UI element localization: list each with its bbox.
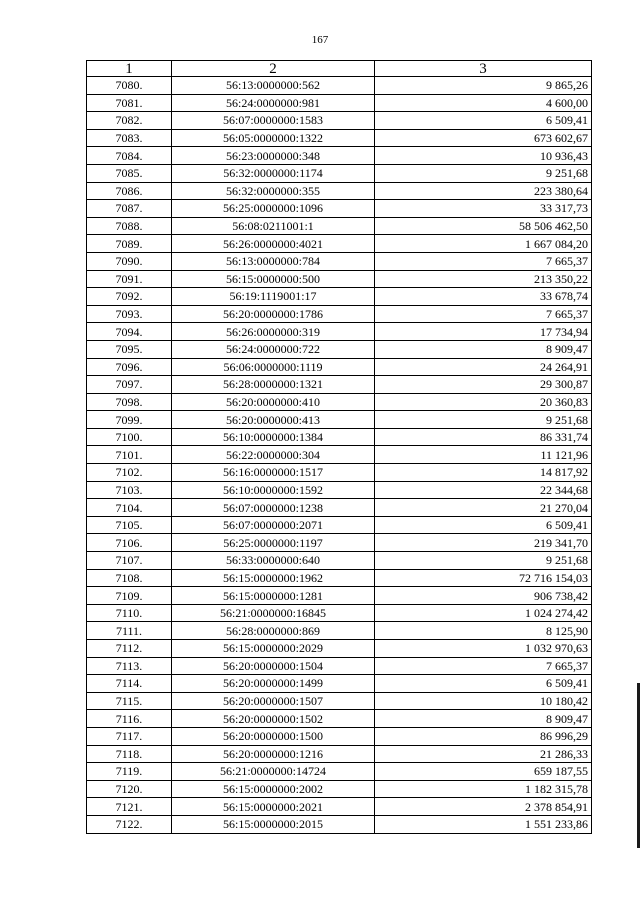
table-row bbox=[87, 94, 592, 112]
value-cell: 1 032 970,63 bbox=[375, 640, 592, 658]
row-number-cell: 7095. bbox=[87, 340, 172, 358]
value-cell: 22 344,68 bbox=[375, 481, 592, 499]
value-cell: 906 738,42 bbox=[375, 587, 592, 605]
value-cell: 223 380,64 bbox=[375, 182, 592, 200]
table-row bbox=[87, 129, 592, 147]
cadastral-number-cell: 56:05:0000000:1322 bbox=[172, 129, 375, 147]
cadastral-number-cell: 56:15:0000000:1962 bbox=[172, 569, 375, 587]
cadastral-number-cell: 56:13:0000000:784 bbox=[172, 252, 375, 270]
row-number-cell: 7090. bbox=[87, 252, 172, 270]
value-cell: 10 936,43 bbox=[375, 147, 592, 165]
row-number-cell: 7081. bbox=[87, 94, 172, 112]
cadastral-number-cell: 56:32:0000000:1174 bbox=[172, 164, 375, 182]
value-cell: 21 270,04 bbox=[375, 499, 592, 517]
row-number-cell: 7120. bbox=[87, 780, 172, 798]
value-cell: 1 024 274,42 bbox=[375, 604, 592, 622]
value-cell: 9 251,68 bbox=[375, 164, 592, 182]
row-number-cell: 7122. bbox=[87, 815, 172, 833]
row-number-cell: 7082. bbox=[87, 112, 172, 130]
row-number-cell: 7099. bbox=[87, 411, 172, 429]
cadastral-number-cell: 56:16:0000000:1517 bbox=[172, 464, 375, 482]
table-row bbox=[87, 552, 592, 570]
value-cell: 8 909,47 bbox=[375, 710, 592, 728]
cadastral-number-cell: 56:13:0000000:562 bbox=[172, 77, 375, 95]
table-row bbox=[87, 428, 592, 446]
value-cell: 8 909,47 bbox=[375, 340, 592, 358]
row-number-cell: 7121. bbox=[87, 798, 172, 816]
table-row bbox=[87, 200, 592, 218]
cadastral-number-cell: 56:20:0000000:1507 bbox=[172, 692, 375, 710]
cadastral-number-cell: 56:15:0000000:2021 bbox=[172, 798, 375, 816]
row-number-cell: 7108. bbox=[87, 569, 172, 587]
table-row bbox=[87, 780, 592, 798]
row-number-cell: 7119. bbox=[87, 763, 172, 781]
table-row bbox=[87, 147, 592, 165]
row-number-cell: 7102. bbox=[87, 464, 172, 482]
row-number-cell: 7104. bbox=[87, 499, 172, 517]
value-cell: 213 350,22 bbox=[375, 270, 592, 288]
row-number-cell: 7098. bbox=[87, 393, 172, 411]
cadastral-number-cell: 56:23:0000000:348 bbox=[172, 147, 375, 165]
row-number-cell: 7105. bbox=[87, 516, 172, 534]
table-row bbox=[87, 376, 592, 394]
cadastral-number-cell: 56:15:0000000:2002 bbox=[172, 780, 375, 798]
row-number-cell: 7087. bbox=[87, 200, 172, 218]
register-table bbox=[86, 60, 592, 834]
value-cell: 8 125,90 bbox=[375, 622, 592, 640]
row-number-cell: 7106. bbox=[87, 534, 172, 552]
cadastral-number-cell: 56:20:0000000:413 bbox=[172, 411, 375, 429]
cadastral-number-cell: 56:21:0000000:14724 bbox=[172, 763, 375, 781]
value-cell: 11 121,96 bbox=[375, 446, 592, 464]
value-cell: 14 817,92 bbox=[375, 464, 592, 482]
cadastral-number-cell: 56:25:0000000:1197 bbox=[172, 534, 375, 552]
table-row bbox=[87, 516, 592, 534]
row-number-cell: 7103. bbox=[87, 481, 172, 499]
row-number-cell: 7097. bbox=[87, 376, 172, 394]
cadastral-number-cell: 56:15:0000000:2029 bbox=[172, 640, 375, 658]
value-cell: 33 317,73 bbox=[375, 200, 592, 218]
cadastral-number-cell: 56:28:0000000:869 bbox=[172, 622, 375, 640]
table-row bbox=[87, 270, 592, 288]
row-number-cell: 7118. bbox=[87, 745, 172, 763]
cadastral-number-cell: 56:20:0000000:1499 bbox=[172, 675, 375, 693]
column-header-3: 3 bbox=[375, 61, 592, 77]
row-number-cell: 7096. bbox=[87, 358, 172, 376]
row-number-cell: 7116. bbox=[87, 710, 172, 728]
value-cell: 6 509,41 bbox=[375, 516, 592, 534]
row-number-cell: 7091. bbox=[87, 270, 172, 288]
value-cell: 72 716 154,03 bbox=[375, 569, 592, 587]
table-row bbox=[87, 763, 592, 781]
table-row bbox=[87, 393, 592, 411]
row-number-cell: 7107. bbox=[87, 552, 172, 570]
table-row bbox=[87, 640, 592, 658]
cadastral-number-cell: 56:15:0000000:1281 bbox=[172, 587, 375, 605]
value-cell: 4 600,00 bbox=[375, 94, 592, 112]
table-row bbox=[87, 323, 592, 341]
row-number-cell: 7088. bbox=[87, 217, 172, 235]
table-row bbox=[87, 182, 592, 200]
value-cell: 1 551 233,86 bbox=[375, 815, 592, 833]
row-number-cell: 7094. bbox=[87, 323, 172, 341]
cadastral-number-cell: 56:26:0000000:319 bbox=[172, 323, 375, 341]
row-number-cell: 7084. bbox=[87, 147, 172, 165]
row-number-cell: 7089. bbox=[87, 235, 172, 253]
table-row bbox=[87, 798, 592, 816]
row-number-cell: 7111. bbox=[87, 622, 172, 640]
cadastral-number-cell: 56:15:0000000:500 bbox=[172, 270, 375, 288]
value-cell: 29 300,87 bbox=[375, 376, 592, 394]
value-cell: 9 865,26 bbox=[375, 77, 592, 95]
cadastral-number-cell: 56:20:0000000:1500 bbox=[172, 727, 375, 745]
column-header-2: 2 bbox=[172, 61, 375, 77]
table-row bbox=[87, 675, 592, 693]
cadastral-number-cell: 56:24:0000000:981 bbox=[172, 94, 375, 112]
row-number-cell: 7110. bbox=[87, 604, 172, 622]
table-body bbox=[87, 77, 592, 834]
cadastral-number-cell: 56:19:1119001:17 bbox=[172, 288, 375, 306]
table-header bbox=[87, 61, 592, 77]
row-number-cell: 7101. bbox=[87, 446, 172, 464]
cadastral-number-cell: 56:24:0000000:722 bbox=[172, 340, 375, 358]
cadastral-number-cell: 56:21:0000000:16845 bbox=[172, 604, 375, 622]
table-row bbox=[87, 815, 592, 833]
value-cell: 673 602,67 bbox=[375, 129, 592, 147]
value-cell: 6 509,41 bbox=[375, 675, 592, 693]
table-row bbox=[87, 252, 592, 270]
table-row bbox=[87, 77, 592, 95]
table-row bbox=[87, 587, 592, 605]
table-row bbox=[87, 164, 592, 182]
column-header-1: 1 bbox=[87, 61, 172, 77]
cadastral-number-cell: 56:10:0000000:1384 bbox=[172, 428, 375, 446]
table-row bbox=[87, 727, 592, 745]
cadastral-number-cell: 56:32:0000000:355 bbox=[172, 182, 375, 200]
value-cell: 9 251,68 bbox=[375, 411, 592, 429]
cadastral-number-cell: 56:08:0211001:1 bbox=[172, 217, 375, 235]
value-cell: 6 509,41 bbox=[375, 112, 592, 130]
table-row bbox=[87, 358, 592, 376]
cadastral-number-cell: 56:06:0000000:1119 bbox=[172, 358, 375, 376]
value-cell: 33 678,74 bbox=[375, 288, 592, 306]
value-cell: 24 264,91 bbox=[375, 358, 592, 376]
table-row bbox=[87, 340, 592, 358]
table-row bbox=[87, 446, 592, 464]
cadastral-number-cell: 56:20:0000000:1786 bbox=[172, 305, 375, 323]
table-row bbox=[87, 499, 592, 517]
cadastral-number-cell: 56:20:0000000:1216 bbox=[172, 745, 375, 763]
value-cell: 21 286,33 bbox=[375, 745, 592, 763]
table-row bbox=[87, 288, 592, 306]
row-number-cell: 7114. bbox=[87, 675, 172, 693]
row-number-cell: 7083. bbox=[87, 129, 172, 147]
table-row bbox=[87, 569, 592, 587]
header-row bbox=[87, 61, 592, 77]
row-number-cell: 7109. bbox=[87, 587, 172, 605]
row-number-cell: 7113. bbox=[87, 657, 172, 675]
value-cell: 219 341,70 bbox=[375, 534, 592, 552]
value-cell: 10 180,42 bbox=[375, 692, 592, 710]
table-row bbox=[87, 305, 592, 323]
cadastral-number-cell: 56:28:0000000:1321 bbox=[172, 376, 375, 394]
row-number-cell: 7086. bbox=[87, 182, 172, 200]
value-cell: 9 251,68 bbox=[375, 552, 592, 570]
table-row bbox=[87, 112, 592, 130]
row-number-cell: 7093. bbox=[87, 305, 172, 323]
row-number-cell: 7117. bbox=[87, 727, 172, 745]
cadastral-number-cell: 56:07:0000000:1583 bbox=[172, 112, 375, 130]
value-cell: 17 734,94 bbox=[375, 323, 592, 341]
table-row bbox=[87, 534, 592, 552]
value-cell: 20 360,83 bbox=[375, 393, 592, 411]
value-cell: 7 665,37 bbox=[375, 657, 592, 675]
table-row bbox=[87, 692, 592, 710]
value-cell: 7 665,37 bbox=[375, 305, 592, 323]
cadastral-number-cell: 56:07:0000000:1238 bbox=[172, 499, 375, 517]
cadastral-number-cell: 56:15:0000000:2015 bbox=[172, 815, 375, 833]
row-number-cell: 7085. bbox=[87, 164, 172, 182]
row-number-cell: 7115. bbox=[87, 692, 172, 710]
value-cell: 86 331,74 bbox=[375, 428, 592, 446]
row-number-cell: 7112. bbox=[87, 640, 172, 658]
value-cell: 1 667 084,20 bbox=[375, 235, 592, 253]
cadastral-number-cell: 56:22:0000000:304 bbox=[172, 446, 375, 464]
cadastral-number-cell: 56:26:0000000:4021 bbox=[172, 235, 375, 253]
row-number-cell: 7092. bbox=[87, 288, 172, 306]
cadastral-number-cell: 56:20:0000000:1504 bbox=[172, 657, 375, 675]
table-row bbox=[87, 604, 592, 622]
table-row bbox=[87, 235, 592, 253]
row-number-cell: 7100. bbox=[87, 428, 172, 446]
table-row bbox=[87, 710, 592, 728]
value-cell: 659 187,55 bbox=[375, 763, 592, 781]
value-cell: 7 665,37 bbox=[375, 252, 592, 270]
table-row bbox=[87, 464, 592, 482]
cadastral-number-cell: 56:10:0000000:1592 bbox=[172, 481, 375, 499]
cadastral-number-cell: 56:33:0000000:640 bbox=[172, 552, 375, 570]
table-row bbox=[87, 622, 592, 640]
value-cell: 1 182 315,78 bbox=[375, 780, 592, 798]
page-number: 167 bbox=[311, 34, 329, 46]
value-cell: 86 996,29 bbox=[375, 727, 592, 745]
cadastral-number-cell: 56:20:0000000:1502 bbox=[172, 710, 375, 728]
table-row bbox=[87, 657, 592, 675]
value-cell: 2 378 854,91 bbox=[375, 798, 592, 816]
table-row bbox=[87, 745, 592, 763]
cadastral-number-cell: 56:25:0000000:1096 bbox=[172, 200, 375, 218]
table-row bbox=[87, 217, 592, 235]
value-cell: 58 506 462,50 bbox=[375, 217, 592, 235]
cadastral-number-cell: 56:20:0000000:410 bbox=[172, 393, 375, 411]
table-row bbox=[87, 481, 592, 499]
row-number-cell: 7080. bbox=[87, 77, 172, 95]
cadastral-number-cell: 56:07:0000000:2071 bbox=[172, 516, 375, 534]
table-row bbox=[87, 411, 592, 429]
